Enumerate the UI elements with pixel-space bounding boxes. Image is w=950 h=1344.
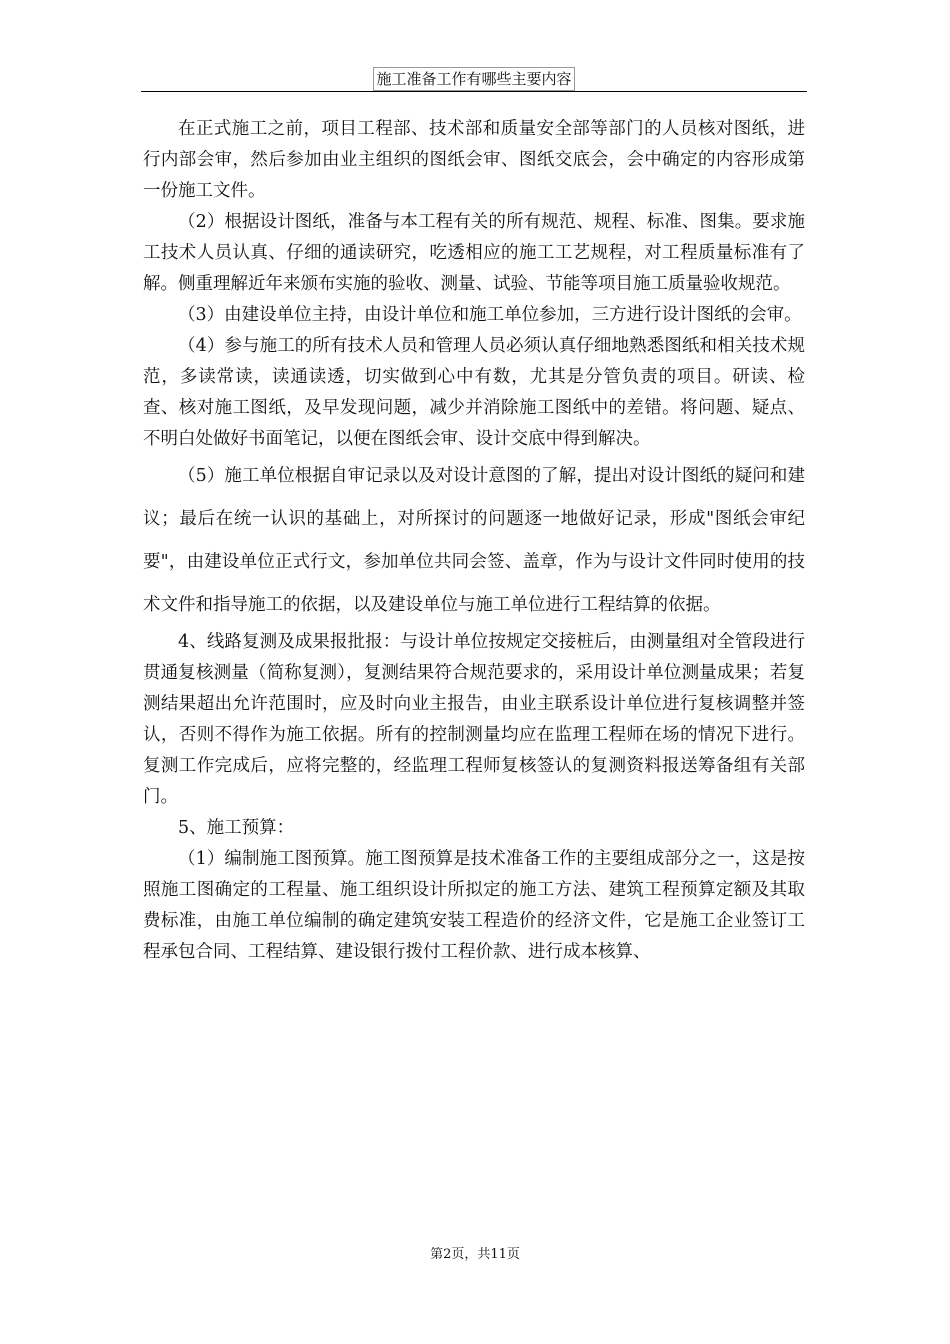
paragraph-section-4-survey: 4、线路复测及成果报批报：与设计单位按规定交接桩后，由测量组对全管段进行贯通复核测量（简称复测），复测结果符合规范要求的，采用设计单位测量成果；若复测结果超出允许范围时，应及时向业主报告，由业主联系设计单位进行复核调整并签认，否则不得作为施工依据。所有的控制测量均应在监理工程师在场的情况下进行。复测工作完成后，应将完整的，经监理工程师复核签认的复测资料报送筹备组有关部门。: [143, 632, 805, 807]
paragraph-item-3: （3）由建设单位主持，由设计单位和施工单位参加，三方进行设计图纸的会审。: [178, 305, 802, 325]
page-header: [141, 67, 807, 92]
paragraph-review-intro: 在正式施工之前，项目工程部、技术部和质量安全部等部门的人员核对图纸，进行内部会审，然后参加由业主组织的图纸会审、图纸交底会，会中确定的内容形成第一份施工文件。: [143, 119, 805, 201]
paragraph-item-5: （5）施工单位根据自审记录以及对设计意图的了解，提出对设计图纸的疑问和建议；最后在统一认识的基础上，对所探讨的问题逐一地做好记录，形成"图纸会审纪要"，由建设单位正式行文，参加单位共同会签、盖章，作为与设计文件同时使用的技术文件和指导施工的依据，以及建设单位与施工单位进行工程结算的依据。: [143, 466, 805, 615]
paragraph-item-4: （4）参与施工的所有技术人员和管理人员必须认真仔细地熟悉图纸和相关技术规范，多读常读，读通读透，切实做到心中有数，尤其是分管负责的项目。研读、检查、核对施工图纸，及早发现问题，减少并消除施工图纸中的差错。将问题、疑点、不明白处做好书面笔记，以便在图纸会审、设计交底中得到解决。: [143, 336, 805, 449]
paragraph-item-2: （2）根据设计图纸，准备与本工程有关的所有规范、规程、标准、图集。要求施工技术人员认真、仔细的通读研究，吃透相应的施工工艺规程，对工程质量标准有了解。侧重理解近年来颁布实施的验收、测量、试验、节能等项目施工质量验收规范。: [143, 212, 805, 294]
page-number-footer: 第2页，共11页: [430, 1247, 520, 1262]
document-body: [143, 114, 805, 968]
paragraph-budget-item-1: （1）编制施工图预算。施工图预算是技术准备工作的主要组成部分之一，这是按照施工图确定的工程量、施工组织设计所拟定的施工方法、建筑工程预算定额及其取费标准，由施工单位编制的确定建筑安装工程造价的经济文件，它是施工企业签订工程承包合同、工程结算、建设银行拨付工程价款、进行成本核算、: [143, 849, 805, 962]
document-title: 施工准备工作有哪些主要内容: [373, 67, 574, 91]
paragraph-section-5-heading: 5、施工预算：: [178, 818, 295, 838]
